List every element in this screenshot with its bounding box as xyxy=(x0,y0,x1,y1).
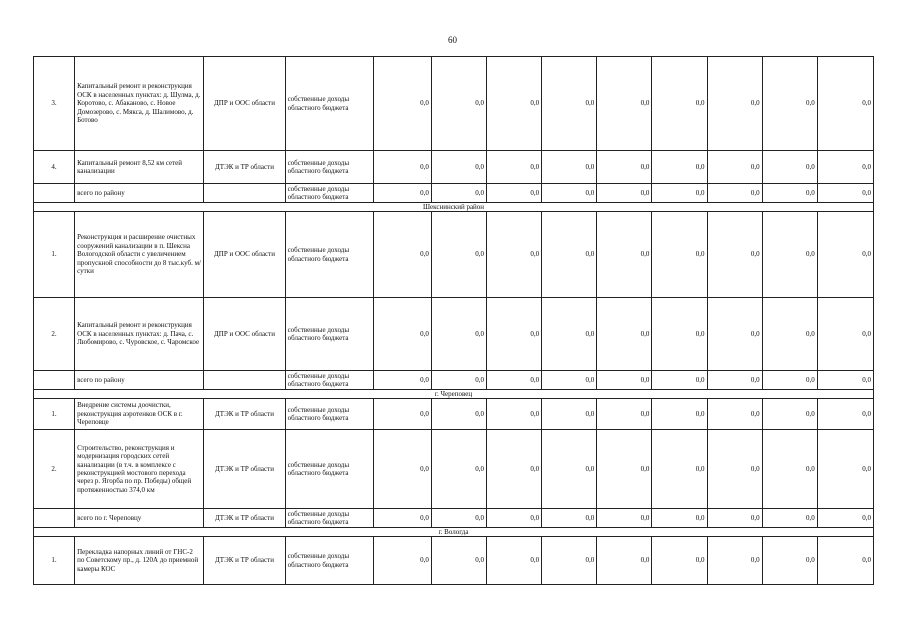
row-number: 1. xyxy=(34,212,75,298)
amount-cell: 0,0 xyxy=(431,399,486,430)
row-number xyxy=(34,509,75,528)
funding-source: собственные доходы областного бюджета xyxy=(285,298,373,371)
measure-name: Строительство, реконструкция и модернизация городских сетей канализации (в т.ч. в комплексе с реконструкцией мостового перехода через р. Ягорба по пр. Победы) общей протяженностью 374,0 км xyxy=(75,430,204,509)
amount-cell: 0,0 xyxy=(542,399,597,430)
measure-name: Капитальный ремонт и реконструкция ОСК в населенных пунктах: д. Пача, с. Любомирово, с. Чуровское, с. Чаромское xyxy=(75,298,204,371)
measure-name: всего по району xyxy=(75,371,204,390)
amount-cell: 0,0 xyxy=(431,151,486,184)
amount-cell: 0,0 xyxy=(373,298,431,371)
amount-cell: 0,0 xyxy=(487,537,542,585)
amount-cell: 0,0 xyxy=(652,298,707,371)
amount-cell: 0,0 xyxy=(652,537,707,585)
amount-cell: 0,0 xyxy=(707,537,762,585)
funding-source: собственные доходы областного бюджета xyxy=(285,399,373,430)
row-number xyxy=(34,184,75,203)
region-header-row xyxy=(34,390,874,399)
amount-cell: 0,0 xyxy=(707,212,762,298)
responsible-body: ДТЭК и ТР области xyxy=(204,151,285,184)
amount-cell: 0,0 xyxy=(487,212,542,298)
amount-cell: 0,0 xyxy=(542,430,597,509)
region-title: г. Вологда xyxy=(34,528,874,537)
amount-cell: 0,0 xyxy=(762,57,817,151)
funding-source: собственные доходы областного бюджета xyxy=(285,537,373,585)
measure-name: Реконструкция и расширение очистных сооружений канализации в п. Шексна Вологодской области с увеличением пропускной способности до 8 тыс.куб. м/сутки xyxy=(75,212,204,298)
responsible-body: ДТЭК и ТР области xyxy=(204,430,285,509)
amount-cell: 0,0 xyxy=(542,57,597,151)
amount-cell: 0,0 xyxy=(762,184,817,203)
amount-cell: 0,0 xyxy=(373,151,431,184)
amount-cell: 0,0 xyxy=(597,184,652,203)
funding-source: собственные доходы областного бюджета xyxy=(285,509,373,528)
responsible-body xyxy=(204,184,285,203)
funding-source: собственные доходы областного бюджета xyxy=(285,57,373,151)
amount-cell: 0,0 xyxy=(707,371,762,390)
amount-cell: 0,0 xyxy=(652,371,707,390)
amount-cell: 0,0 xyxy=(597,151,652,184)
table-row xyxy=(34,537,874,585)
amount-cell: 0,0 xyxy=(487,371,542,390)
amount-cell: 0,0 xyxy=(817,151,873,184)
amount-cell: 0,0 xyxy=(431,371,486,390)
amount-cell: 0,0 xyxy=(707,57,762,151)
region-title: г. Череповец xyxy=(34,390,874,399)
amount-cell: 0,0 xyxy=(597,298,652,371)
amount-cell: 0,0 xyxy=(762,212,817,298)
amount-cell: 0,0 xyxy=(487,184,542,203)
amount-cell: 0,0 xyxy=(707,151,762,184)
budget-table xyxy=(33,56,874,585)
amount-cell: 0,0 xyxy=(373,371,431,390)
region-header-row xyxy=(34,528,874,537)
amount-cell: 0,0 xyxy=(707,509,762,528)
amount-cell: 0,0 xyxy=(707,399,762,430)
amount-cell: 0,0 xyxy=(542,371,597,390)
amount-cell: 0,0 xyxy=(817,184,873,203)
amount-cell: 0,0 xyxy=(652,430,707,509)
region-header-row xyxy=(34,203,874,212)
row-number: 3. xyxy=(34,57,75,151)
amount-cell: 0,0 xyxy=(373,509,431,528)
amount-cell: 0,0 xyxy=(373,537,431,585)
row-number: 1. xyxy=(34,399,75,430)
amount-cell: 0,0 xyxy=(597,399,652,430)
amount-cell: 0,0 xyxy=(597,57,652,151)
amount-cell: 0,0 xyxy=(431,537,486,585)
amount-cell: 0,0 xyxy=(431,212,486,298)
amount-cell: 0,0 xyxy=(817,399,873,430)
amount-cell: 0,0 xyxy=(431,184,486,203)
amount-cell: 0,0 xyxy=(373,430,431,509)
amount-cell: 0,0 xyxy=(597,509,652,528)
amount-cell: 0,0 xyxy=(707,430,762,509)
region-title: Шекснинский район xyxy=(34,203,874,212)
amount-cell: 0,0 xyxy=(817,430,873,509)
amount-cell: 0,0 xyxy=(431,509,486,528)
amount-cell: 0,0 xyxy=(542,537,597,585)
measure-name: всего по г. Череповцу xyxy=(75,509,204,528)
amount-cell: 0,0 xyxy=(762,430,817,509)
amount-cell: 0,0 xyxy=(487,298,542,371)
amount-cell: 0,0 xyxy=(542,151,597,184)
amount-cell: 0,0 xyxy=(762,399,817,430)
amount-cell: 0,0 xyxy=(431,430,486,509)
amount-cell: 0,0 xyxy=(652,509,707,528)
responsible-body: ДТЭК и ТР области xyxy=(204,399,285,430)
amount-cell: 0,0 xyxy=(652,184,707,203)
amount-cell: 0,0 xyxy=(542,212,597,298)
amount-cell: 0,0 xyxy=(652,212,707,298)
amount-cell: 0,0 xyxy=(431,298,486,371)
amount-cell: 0,0 xyxy=(652,399,707,430)
funding-source: собственные доходы областного бюджета xyxy=(285,430,373,509)
amount-cell: 0,0 xyxy=(373,184,431,203)
responsible-body: ДПР и ООС области xyxy=(204,57,285,151)
amount-cell: 0,0 xyxy=(487,509,542,528)
amount-cell: 0,0 xyxy=(652,151,707,184)
table-row xyxy=(34,399,874,430)
amount-cell: 0,0 xyxy=(652,57,707,151)
row-number: 2. xyxy=(34,298,75,371)
amount-cell: 0,0 xyxy=(373,57,431,151)
amount-cell: 0,0 xyxy=(762,537,817,585)
amount-cell: 0,0 xyxy=(817,212,873,298)
amount-cell: 0,0 xyxy=(597,537,652,585)
amount-cell: 0,0 xyxy=(597,371,652,390)
table-row xyxy=(34,371,874,390)
table-row xyxy=(34,57,874,151)
table-row xyxy=(34,151,874,184)
responsible-body: ДТЭК и ТР области xyxy=(204,509,285,528)
table-row xyxy=(34,298,874,371)
amount-cell: 0,0 xyxy=(817,298,873,371)
table-row xyxy=(34,184,874,203)
table-row xyxy=(34,212,874,298)
amount-cell: 0,0 xyxy=(431,57,486,151)
row-number: 4. xyxy=(34,151,75,184)
row-number xyxy=(34,371,75,390)
amount-cell: 0,0 xyxy=(597,430,652,509)
measure-name: Внедрение системы доочистки, реконструкция аэротенков ОСК в г. Череповце xyxy=(75,399,204,430)
table-row xyxy=(34,430,874,509)
measure-name: Капитальный ремонт 8,52 км сетей канализации xyxy=(75,151,204,184)
responsible-body: ДТЭК и ТР области xyxy=(204,537,285,585)
funding-source: собственные доходы областного бюджета xyxy=(285,371,373,390)
responsible-body: ДПР и ООС области xyxy=(204,212,285,298)
funding-source: собственные доходы областного бюджета xyxy=(285,151,373,184)
amount-cell: 0,0 xyxy=(707,184,762,203)
amount-cell: 0,0 xyxy=(707,298,762,371)
measure-name: Перекладка напорных линий от ГНС-2 по Советскому пр., д. 120А до приемной камеры КОС xyxy=(75,537,204,585)
amount-cell: 0,0 xyxy=(542,509,597,528)
amount-cell: 0,0 xyxy=(762,509,817,528)
responsible-body xyxy=(204,371,285,390)
amount-cell: 0,0 xyxy=(762,371,817,390)
row-number: 1. xyxy=(34,537,75,585)
amount-cell: 0,0 xyxy=(597,212,652,298)
amount-cell: 0,0 xyxy=(487,151,542,184)
amount-cell: 0,0 xyxy=(373,399,431,430)
amount-cell: 0,0 xyxy=(542,298,597,371)
amount-cell: 0,0 xyxy=(487,399,542,430)
amount-cell: 0,0 xyxy=(817,537,873,585)
amount-cell: 0,0 xyxy=(817,509,873,528)
measure-name: Капитальный ремонт и реконструкция ОСК в населенных пунктах: д. Шулма, д. Коротово, с. Абаканово, с. Новое Домозерово, с. Мякса, д. Шалимово, д. Ботово xyxy=(75,57,204,151)
amount-cell: 0,0 xyxy=(487,430,542,509)
funding-source: собственные доходы областного бюджета xyxy=(285,212,373,298)
amount-cell: 0,0 xyxy=(817,371,873,390)
row-number: 2. xyxy=(34,430,75,509)
table-row xyxy=(34,509,874,528)
amount-cell: 0,0 xyxy=(542,184,597,203)
amount-cell: 0,0 xyxy=(817,57,873,151)
amount-cell: 0,0 xyxy=(762,298,817,371)
amount-cell: 0,0 xyxy=(762,151,817,184)
amount-cell: 0,0 xyxy=(373,212,431,298)
amount-cell: 0,0 xyxy=(487,57,542,151)
responsible-body: ДПР и ООС области xyxy=(204,298,285,371)
funding-source: собственные доходы областного бюджета xyxy=(285,184,373,203)
page-number: 60 xyxy=(448,35,457,45)
measure-name: всего по району xyxy=(75,184,204,203)
